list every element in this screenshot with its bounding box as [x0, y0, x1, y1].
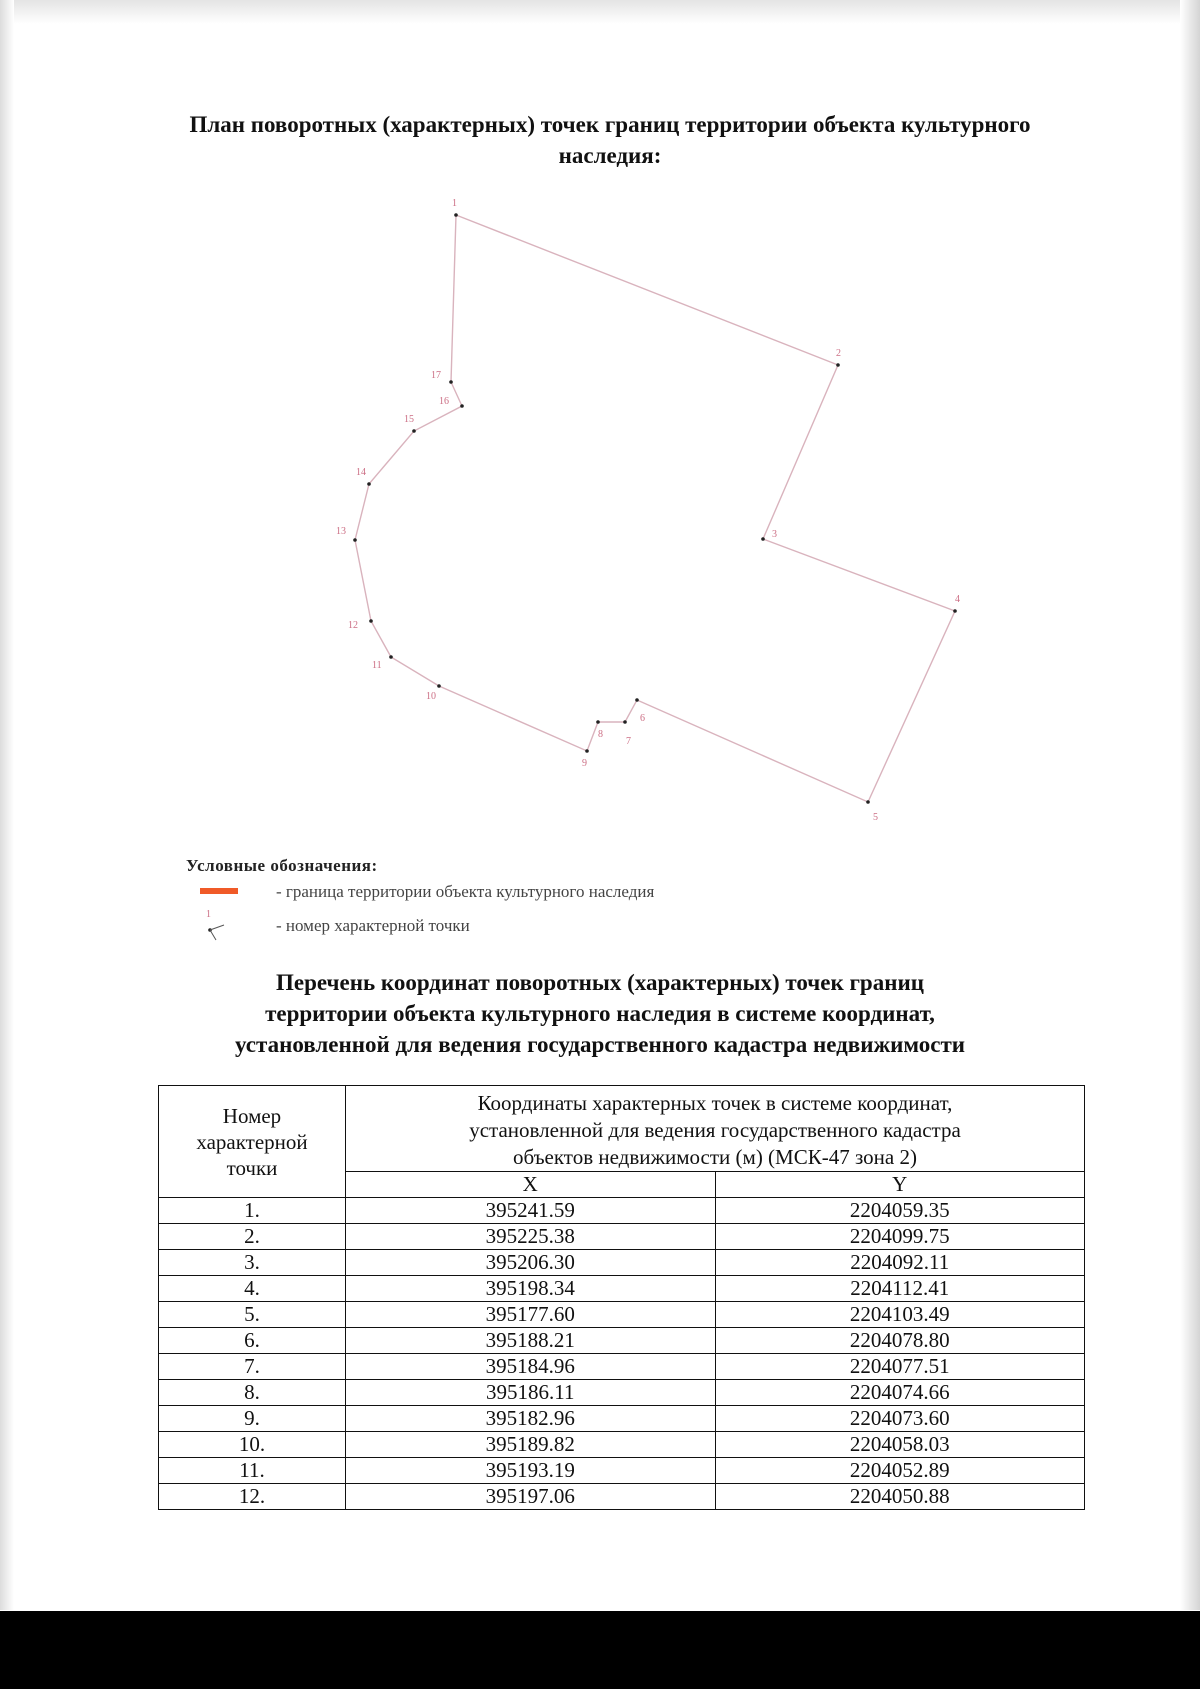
point-marker [866, 800, 870, 804]
scan-bottom-band [0, 1611, 1200, 1689]
point-label: 10 [426, 691, 436, 702]
coordinates-table [158, 1085, 1085, 1510]
point-label: 6 [640, 713, 645, 724]
point-marker [353, 538, 357, 542]
point-label: 5 [873, 812, 878, 823]
legend-text: - номер характерной точки [276, 916, 470, 935]
point-marker [437, 684, 441, 688]
point-label: 14 [356, 467, 366, 478]
table-row: 3. 395206.30 2204092.11 [159, 1250, 1085, 1276]
point-marker [369, 619, 373, 623]
header-x: X [346, 1172, 716, 1198]
legend-item-boundary [186, 876, 986, 910]
point-label: 9 [582, 758, 587, 769]
legend-text: - граница территории объекта культурного наследия [276, 882, 655, 901]
list-title-line: установленной для ведения государственного кадастра недвижимости [235, 1032, 965, 1057]
point-marker [460, 404, 464, 408]
point-number-icon [200, 906, 240, 947]
boundary-line-icon [200, 888, 238, 894]
point-label: 13 [336, 526, 346, 537]
table-row: 1. 395241.59 2204059.35 [159, 1198, 1085, 1224]
scan-shadow-top [0, 0, 1200, 24]
table-row: 10. 395189.82 2204058.03 [159, 1432, 1085, 1458]
header-point-number: Номер характерной точки [159, 1086, 346, 1198]
boundary-points [353, 213, 957, 804]
list-title-line: Перечень координат поворотных (характерных) точек границ [276, 970, 924, 995]
point-label: 17 [431, 370, 441, 381]
table-row: 7. 395184.96 2204077.51 [159, 1354, 1085, 1380]
point-label: 15 [404, 414, 414, 425]
list-title-line: территории объекта культурного наследия в системе координат, [265, 1001, 935, 1026]
point-label: 7 [626, 736, 631, 747]
point-label: 2 [836, 348, 841, 359]
boundary-plan [0, 190, 1200, 850]
point-marker [596, 720, 600, 724]
point-label: 1 [452, 198, 457, 209]
legend-title: Условные обозначения: [186, 856, 378, 875]
table-row: 2. 395225.38 2204099.75 [159, 1224, 1085, 1250]
point-labels [336, 198, 960, 823]
point-marker [635, 698, 639, 702]
point-label: 4 [955, 594, 960, 605]
header-coordinates: Координаты характерных точек в системе координат, установленной для ведения государственного кадастра объектов недвижимости (м) (МСК-47 зона 2) [346, 1086, 1085, 1172]
table-row: 11. 395193.19 2204052.89 [159, 1458, 1085, 1484]
point-marker [449, 380, 453, 384]
table-row: 9. 395182.96 2204073.60 [159, 1406, 1085, 1432]
table-row: 4. 395198.34 2204112.41 [159, 1276, 1085, 1302]
point-marker [836, 363, 840, 367]
header-y: Y [715, 1172, 1085, 1198]
table-row: 8. 395186.11 2204074.66 [159, 1380, 1085, 1406]
legend-item-point [186, 910, 986, 944]
table-row: 5. 395177.60 2204103.49 [159, 1302, 1085, 1328]
point-marker [389, 655, 393, 659]
plan-title: План поворотных (характерных) точек границ территории объекта культурного наследия: [189, 112, 1031, 168]
legend-point-number: 1 [206, 909, 211, 920]
point-marker [367, 482, 371, 486]
table-row: 12. 395197.06 2204050.88 [159, 1484, 1085, 1510]
point-marker [585, 749, 589, 753]
boundary-polygon [355, 215, 955, 802]
point-label: 3 [772, 529, 777, 540]
point-marker [761, 537, 765, 541]
table-row: 6. 395188.21 2204078.80 [159, 1328, 1085, 1354]
point-label: 11 [372, 660, 382, 671]
point-label: 16 [439, 396, 449, 407]
point-marker [454, 213, 458, 217]
coordinates-list-title [110, 967, 1090, 1060]
point-marker [953, 609, 957, 613]
point-marker [412, 429, 416, 433]
point-label: 12 [348, 620, 358, 631]
point-marker [623, 720, 627, 724]
legend [186, 856, 986, 944]
point-label: 8 [598, 729, 603, 740]
